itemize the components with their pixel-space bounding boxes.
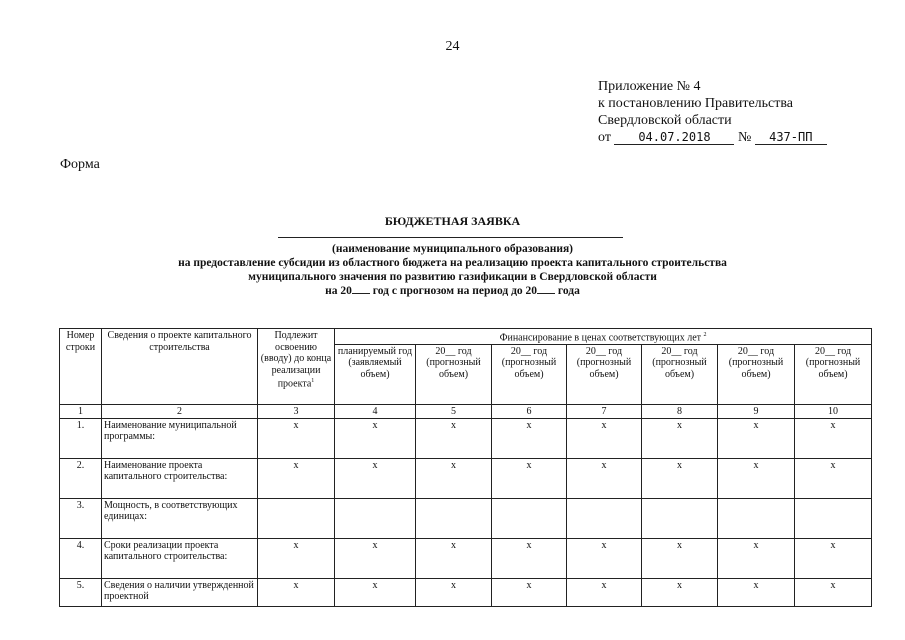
column-number: 5	[416, 404, 492, 418]
row-cell: х	[416, 538, 492, 578]
row-cell: х	[795, 458, 872, 498]
row-cell: х	[642, 418, 718, 458]
row-cell: х	[258, 538, 335, 578]
column-number: 9	[718, 404, 795, 418]
row-label: Мощность, в соответствующих единицах:	[102, 498, 258, 538]
row-cell	[642, 498, 718, 538]
row-cell: х	[492, 538, 567, 578]
row-cell	[795, 498, 872, 538]
row-cell: х	[416, 418, 492, 458]
header-forecast-year: 20__ год (прогнозный объем)	[416, 344, 492, 404]
title-line-1: на предоставление субсидии из областного бюджета на реализацию проекта капитального строительства	[178, 257, 727, 269]
column-number: 2	[102, 404, 258, 418]
row-number: 3.	[60, 498, 102, 538]
column-number: 1	[60, 404, 102, 418]
row-label: Наименование муниципальной программы:	[102, 418, 258, 458]
table-row	[60, 498, 872, 538]
header-project-info: Сведения о проекте капитального строительства	[102, 329, 258, 405]
row-cell: х	[492, 458, 567, 498]
row-cell	[492, 498, 567, 538]
annex-block	[598, 78, 827, 146]
table-row	[60, 578, 872, 606]
form-label: Форма	[60, 157, 100, 172]
decree-date: 04.07.2018	[614, 130, 734, 145]
column-number: 4	[335, 404, 416, 418]
row-cell: х	[795, 418, 872, 458]
row-cell: х	[718, 538, 795, 578]
row-cell: х	[567, 578, 642, 606]
annex-decree: к постановлению Правительства	[598, 96, 794, 111]
column-number: 8	[642, 404, 718, 418]
row-cell	[567, 498, 642, 538]
row-cell: х	[335, 538, 416, 578]
row-number: 4.	[60, 538, 102, 578]
row-cell	[718, 498, 795, 538]
title-line-2: муниципального значения по развитию газификации в Свердловской области	[248, 271, 657, 283]
row-cell: х	[335, 578, 416, 606]
column-number: 10	[795, 404, 872, 418]
row-cell: х	[258, 578, 335, 606]
number-label: №	[737, 130, 752, 145]
row-cell: х	[567, 538, 642, 578]
header-planned-year: планируемый год (заявляемый объем)	[335, 344, 416, 404]
row-cell: х	[567, 458, 642, 498]
row-cell	[258, 498, 335, 538]
document-title-block	[0, 214, 905, 298]
municipality-note: (наименование муниципального образования)	[331, 243, 573, 255]
header-subject-to: Подлежит освоению (вводу) до конца реализации проекта$^1$	[258, 329, 335, 405]
column-number-row	[60, 404, 872, 418]
document-title: БЮДЖЕТНАЯ ЗАЯВКА	[384, 214, 521, 228]
row-label: Наименование проекта капитального строительства:	[102, 458, 258, 498]
row-cell: х	[718, 458, 795, 498]
row-number: 5.	[60, 578, 102, 606]
row-cell: х	[718, 578, 795, 606]
row-cell: х	[492, 578, 567, 606]
page-number: 24	[445, 39, 460, 54]
row-cell: х	[795, 578, 872, 606]
budget-request-table	[59, 328, 872, 607]
column-number: 7	[567, 404, 642, 418]
annex-region: Свердловской области	[598, 113, 732, 128]
header-financing: Финансирование в ценах соответствующих лет $^2$	[335, 329, 872, 345]
row-number: 1.	[60, 418, 102, 458]
row-cell: х	[258, 458, 335, 498]
table-row	[60, 458, 872, 498]
row-cell: х	[416, 458, 492, 498]
header-forecast-year: 20__ год (прогнозный объем)	[492, 344, 567, 404]
row-cell	[416, 498, 492, 538]
title-line-3: на 20 год с прогнозом на период до 20 года	[325, 285, 580, 297]
header-forecast-year: 20__ год (прогнозный объем)	[718, 344, 795, 404]
row-cell: х	[416, 578, 492, 606]
row-cell: х	[258, 418, 335, 458]
row-cell: х	[642, 538, 718, 578]
annex-title: Приложение № 4	[598, 79, 701, 94]
row-number: 2.	[60, 458, 102, 498]
row-cell: х	[335, 458, 416, 498]
row-label: Сведения о наличии утвержденной проектной	[102, 578, 258, 606]
from-label: от	[598, 130, 611, 145]
row-label: Сроки реализации проекта капитального строительства:	[102, 538, 258, 578]
header-row-1	[60, 329, 872, 345]
table-row	[60, 418, 872, 458]
annex-date-line	[598, 129, 827, 146]
header-forecast-year: 20__ год (прогнозный объем)	[795, 344, 872, 404]
column-number: 3	[258, 404, 335, 418]
row-cell: х	[795, 538, 872, 578]
column-number: 6	[492, 404, 567, 418]
row-cell: х	[567, 418, 642, 458]
table-row	[60, 538, 872, 578]
header-forecast-year: 20__ год (прогнозный объем)	[567, 344, 642, 404]
header-forecast-year: 20__ год (прогнозный объем)	[642, 344, 718, 404]
row-cell: х	[718, 418, 795, 458]
header-row-number: Номер строки	[60, 329, 102, 405]
row-cell: х	[335, 418, 416, 458]
row-cell: х	[642, 578, 718, 606]
row-cell: х	[642, 458, 718, 498]
row-cell	[335, 498, 416, 538]
row-cell: х	[492, 418, 567, 458]
decree-number: 437-ПП	[755, 130, 827, 145]
